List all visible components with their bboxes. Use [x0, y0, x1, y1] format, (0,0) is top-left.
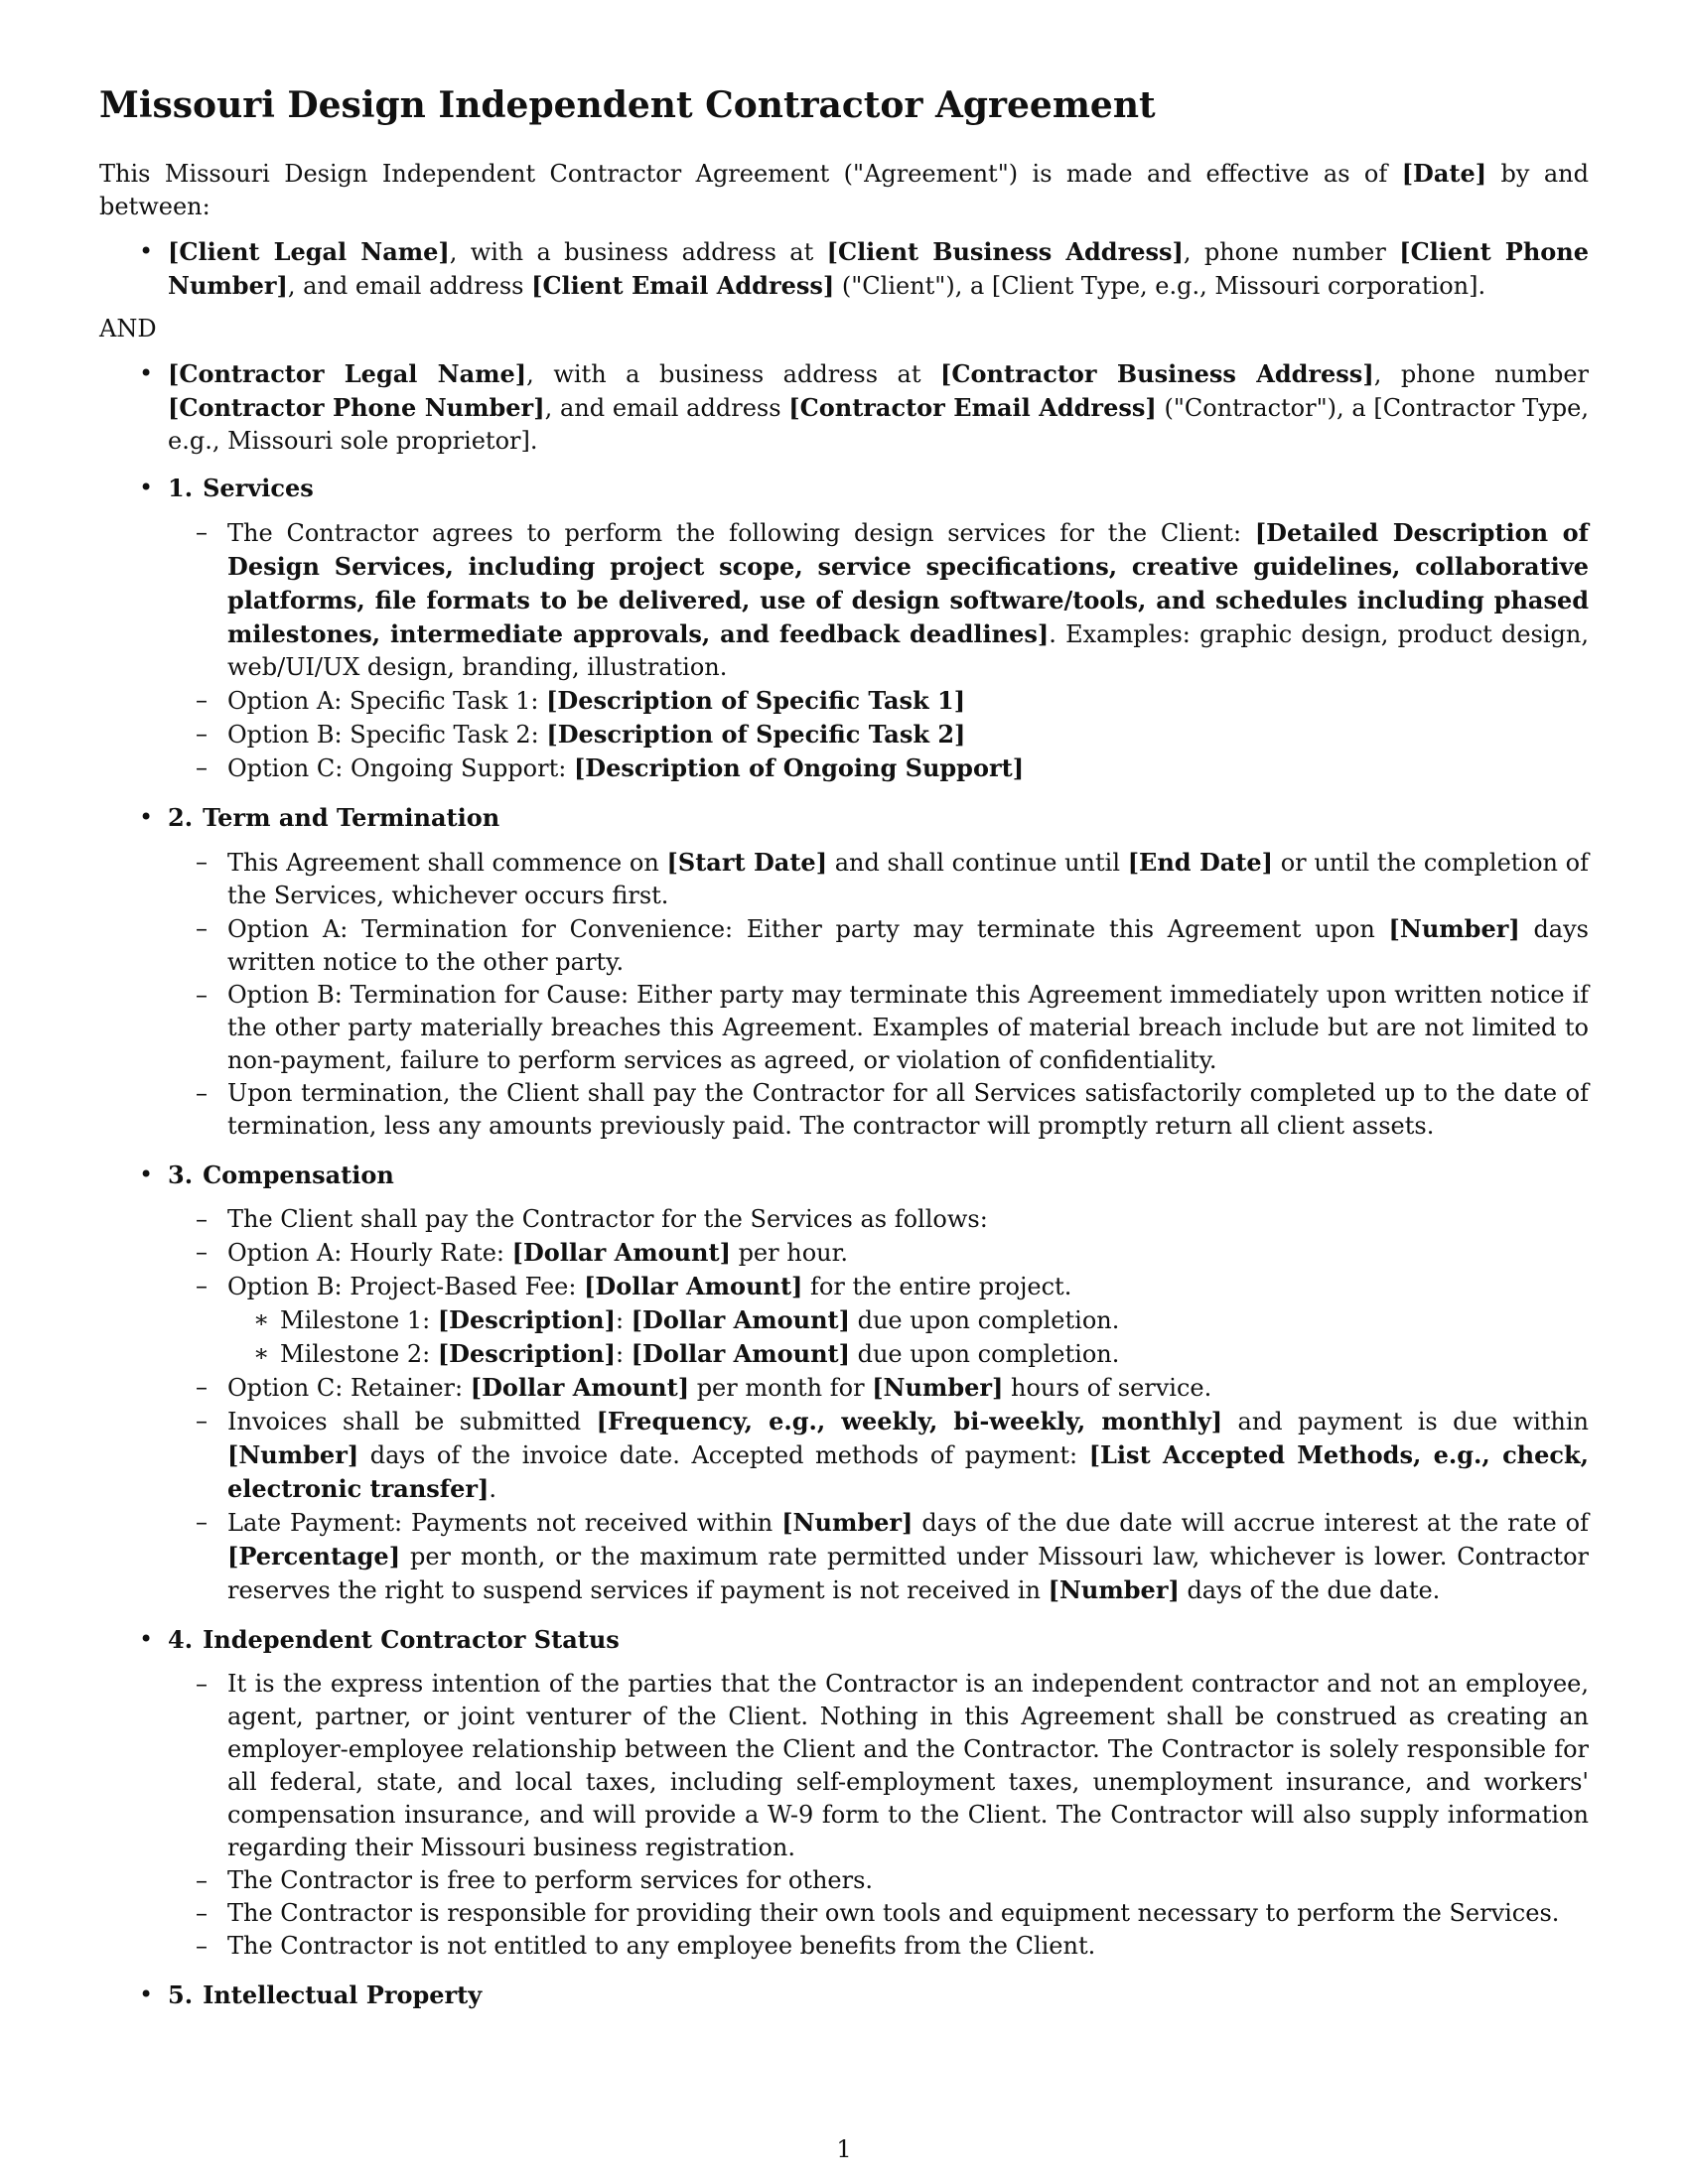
text: ("Client"), a [Client Type, e.g., Missouri corporation]. — [834, 272, 1486, 300]
text: and shall continue until — [827, 849, 1128, 877]
document-page — [99, 83, 1589, 2184]
placeholder: [Number] — [872, 1373, 1004, 1402]
list-item: – The Client shall pay the Contractor for the Services as follows: — [168, 1203, 1589, 1236]
text: , phone number — [1183, 238, 1400, 266]
list-item — [168, 1405, 1589, 1506]
placeholder: [Number] — [227, 1440, 359, 1469]
client-party-list — [99, 235, 1589, 303]
intro-paragraph — [99, 157, 1589, 223]
section-number: 2. — [168, 803, 194, 832]
section-title: Independent Contractor Status — [203, 1625, 620, 1654]
section-heading — [168, 801, 1589, 834]
placeholder: [Percentage] — [227, 1542, 401, 1570]
text: ("Contractor"), a [Contractor Type, e.g., Missouri sole proprietor]. — [168, 394, 1589, 455]
text: for the entire project. — [802, 1273, 1072, 1300]
text: hours of service. — [1003, 1374, 1212, 1402]
section-heading — [168, 1159, 1589, 1191]
text: Option B: Specific Task 2: — [227, 721, 547, 749]
intro-text: This Missouri Design Independent Contractor Agreement ("Agreement") is made and effective as of — [99, 160, 1402, 188]
text: days of the due date. — [1179, 1576, 1441, 1604]
placeholder: [End Date] — [1127, 848, 1274, 877]
and-separator: AND — [99, 315, 157, 342]
placeholder: [Description of Specific Task 1] — [546, 686, 966, 715]
client-address-placeholder: [Client Business Address] — [826, 237, 1184, 266]
placeholder: [Dollar Amount] — [511, 1238, 731, 1267]
text: days of the due date will accrue interest at the rate of — [913, 1509, 1589, 1537]
list-item: – The Contractor is not entitled to any employee benefits from the Client. — [168, 1930, 1589, 1963]
section-items — [168, 1668, 1589, 1963]
section-items — [168, 846, 1589, 1143]
text: due upon completion. — [849, 1340, 1120, 1368]
list-item — [168, 516, 1589, 684]
text: Milestone 1: — [280, 1306, 438, 1334]
section-independent-contractor-status — [99, 1623, 1589, 1963]
text: Option B: Project-Based Fee: — [227, 1273, 585, 1300]
section-title: Intellectual Property — [203, 1980, 483, 2009]
sections-list — [99, 472, 1589, 2011]
placeholder: [Number] — [781, 1508, 914, 1537]
text: . — [489, 1475, 497, 1503]
list-item: – Option B: Termination for Cause: Either party may terminate this Agreement immediately upon written notice if the other party materially breaches this Agreement. Examples of material breach include but are not limited to non-payment, failure to perform services as agreed, or violation of confidentiality. — [168, 979, 1589, 1077]
contractor-phone-placeholder: [Contractor Phone Number] — [168, 393, 545, 422]
section-term-termination — [99, 801, 1589, 1143]
client-phone-placeholder: [Client Phone Number] — [168, 237, 1590, 300]
document-title: Missouri Design Independent Contractor Agreement — [99, 84, 1156, 126]
list-item — [168, 846, 1589, 912]
text: Milestone 2: — [280, 1340, 438, 1368]
text: and payment is due within — [1222, 1408, 1589, 1435]
list-item — [168, 1236, 1589, 1270]
text: Option A: Specific Task 1: — [227, 687, 547, 715]
placeholder: [Start Date] — [666, 848, 828, 877]
placeholder: [Number] — [1048, 1575, 1180, 1604]
section-intellectual-property — [99, 1979, 1589, 2011]
list-item — [168, 1371, 1589, 1405]
placeholder: [Description] — [437, 1339, 616, 1368]
placeholder: [Dollar Amount] — [631, 1339, 850, 1368]
section-title: Compensation — [203, 1160, 394, 1189]
placeholder: [Dollar Amount] — [470, 1373, 690, 1402]
text: . Examples: graphic design, product design, web/UI/UX design, branding, illustration. — [227, 620, 1590, 681]
page-number: 1 — [836, 2135, 852, 2163]
section-number: 4. — [168, 1625, 194, 1654]
intro-text-end: by and between: — [99, 160, 1590, 220]
section-heading — [168, 472, 1589, 504]
list-item — [168, 912, 1589, 979]
placeholder: [Detailed Description of Design Services, including project scope, service specifications, creative guidelines, collaborative platforms, file formats to be delivered, use of design software/tools, and schedules including phased milestones, intermediate approvals, and feedback deadlines] — [227, 518, 1589, 648]
text: Invoices shall be submitted — [227, 1408, 597, 1435]
client-name-placeholder: [Client Legal Name] — [168, 237, 450, 266]
list-item — [168, 1506, 1589, 1607]
contractor-email-placeholder: [Contractor Email Address] — [788, 393, 1157, 422]
client-email-placeholder: [Client Email Address] — [531, 271, 835, 300]
placeholder: [Dollar Amount] — [631, 1305, 850, 1334]
placeholder: [Dollar Amount] — [584, 1272, 803, 1300]
contractor-address-placeholder: [Contractor Business Address] — [940, 359, 1374, 388]
contractor-name-placeholder: [Contractor Legal Name] — [168, 359, 527, 388]
text: days of the invoice date. Accepted methods of payment: — [358, 1441, 1089, 1469]
placeholder: [Number] — [1388, 914, 1520, 943]
section-number: 5. — [168, 1980, 194, 2009]
text: : — [615, 1340, 632, 1368]
placeholder: [Description of Ongoing Support] — [573, 753, 1025, 782]
milestones-list — [227, 1303, 1589, 1371]
text: This Agreement shall commence on — [227, 849, 667, 877]
text: Option A: Termination for Convenience: Either party may terminate this Agreement upon — [227, 915, 1389, 943]
placeholder: [Description of Specific Task 2] — [546, 720, 966, 749]
section-heading — [168, 1623, 1589, 1656]
milestone-item — [227, 1303, 1589, 1337]
text: , phone number — [1373, 360, 1590, 388]
text: due upon completion. — [849, 1306, 1120, 1334]
text: Option C: Ongoing Support: — [227, 754, 574, 782]
section-title: Term and Termination — [203, 803, 500, 832]
text: Option A: Hourly Rate: — [227, 1239, 512, 1267]
list-item: – The Contractor is responsible for providing their own tools and equipment necessary to perform the Services. — [168, 1897, 1589, 1930]
text: The Contractor agrees to perform the following design services for the Client: — [227, 519, 1255, 547]
list-item — [168, 684, 1589, 718]
section-items — [168, 516, 1589, 785]
text: , and email address — [287, 272, 532, 300]
section-heading — [168, 1979, 1589, 2011]
section-services — [99, 472, 1589, 785]
text: Late Payment: Payments not received within — [227, 1509, 782, 1537]
section-number: 3. — [168, 1160, 194, 1189]
list-item — [168, 1270, 1589, 1371]
text: Option C: Retainer: — [227, 1374, 471, 1402]
date-placeholder: [Date] — [1401, 159, 1487, 188]
placeholder: [Frequency, e.g., weekly, bi-weekly, monthly] — [596, 1407, 1223, 1435]
milestone-item — [227, 1337, 1589, 1371]
section-title: Services — [203, 474, 314, 502]
contractor-party — [99, 357, 1589, 458]
list-item: – Upon termination, the Client shall pay the Contractor for all Services satisfactorily completed up to the date of termination, less any amounts previously paid. The contractor will promptly return all client assets. — [168, 1077, 1589, 1143]
text: , with a business address at — [526, 360, 941, 388]
text: per month, or the maximum rate permitted under Missouri law, whichever is lower. Contractor reserves the right to suspend services if payment is not received in — [227, 1543, 1589, 1604]
section-number: 1. — [168, 474, 194, 502]
list-item — [168, 751, 1589, 785]
text: : — [615, 1306, 632, 1334]
list-item: – It is the express intention of the parties that the Contractor is an independent contractor and not an employee, agent, partner, or joint venturer of the Client. Nothing in this Agreement shall be construed as creating an employer-employee relationship between the Client and the Contractor. The Contractor is solely responsible for all federal, state, and local taxes, including self-employment taxes, unemployment insurance, and workers' compensation insurance, and will provide a W-9 form to the Client. The Contractor will also supply information regarding their Missouri business registration. — [168, 1668, 1589, 1864]
text: per month for — [689, 1374, 873, 1402]
text: , and email address — [544, 394, 789, 422]
placeholder: [List Accepted Methods, e.g., check, electronic transfer] — [227, 1440, 1589, 1503]
text: or until the completion of the Services, whichever occurs first. — [227, 849, 1590, 909]
section-items — [168, 1203, 1589, 1607]
placeholder: [Description] — [437, 1305, 616, 1334]
section-compensation — [99, 1159, 1589, 1607]
contractor-party-list — [99, 357, 1589, 458]
text: days written notice to the other party. — [227, 915, 1589, 976]
list-item — [168, 718, 1589, 751]
text: , with a business address at — [449, 238, 827, 266]
client-party — [99, 235, 1589, 303]
text: per hour. — [730, 1239, 849, 1267]
list-item: – The Contractor is free to perform services for others. — [168, 1864, 1589, 1897]
